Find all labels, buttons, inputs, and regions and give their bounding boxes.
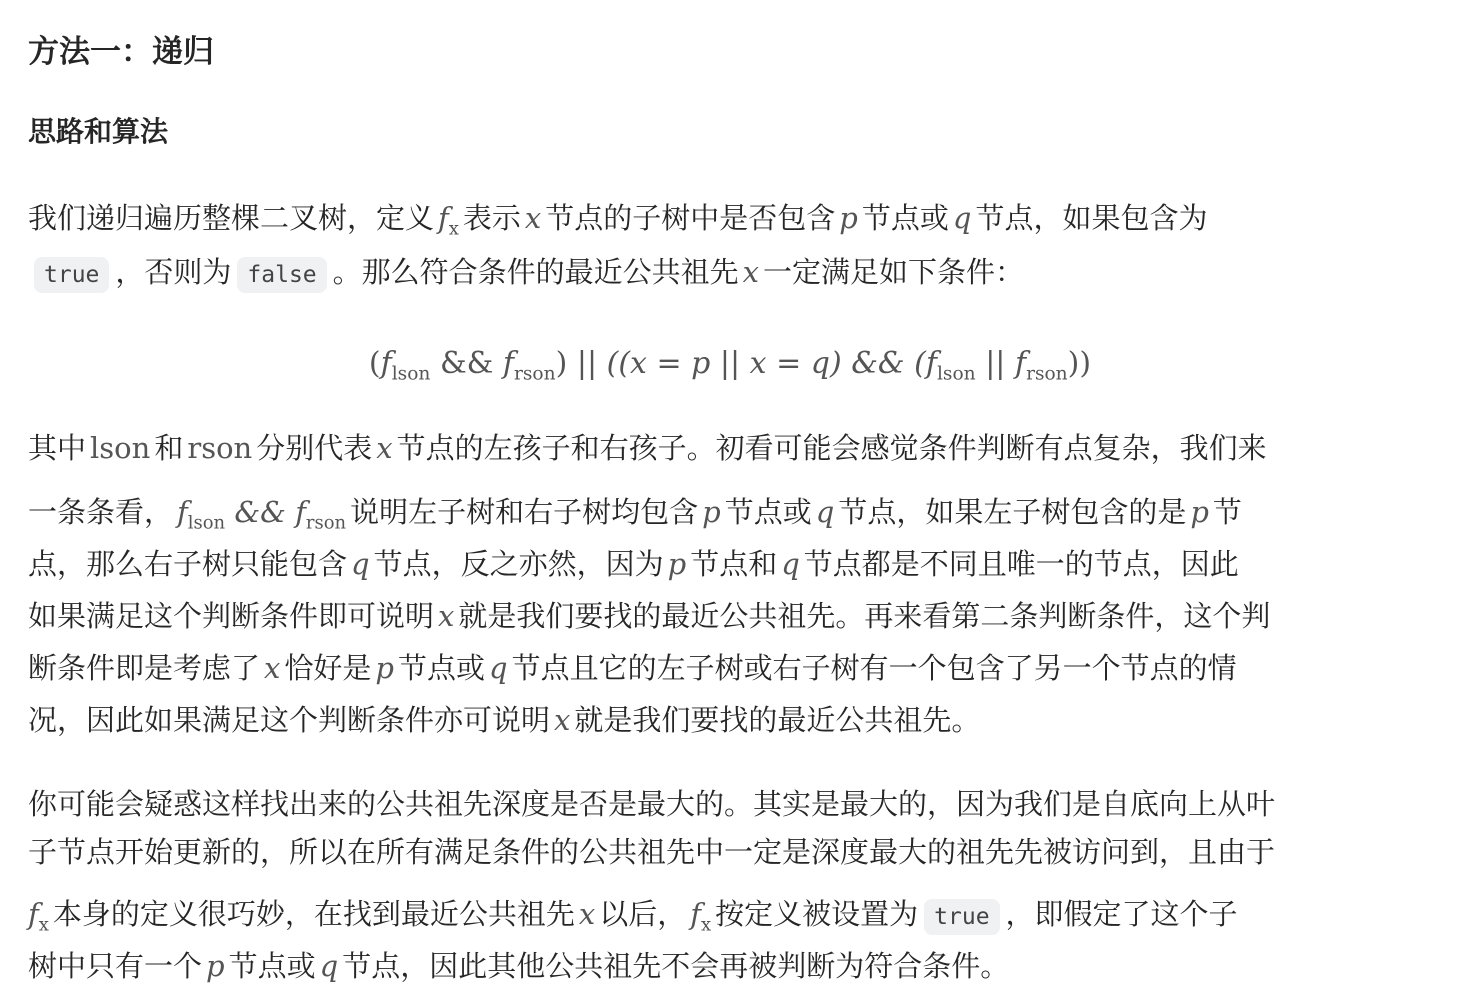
text: 表示	[462, 201, 521, 235]
paragraph-2-line-2: 一条条看， $f_{lson}$ && $f_{rson}$ 说明左子树和右子树均包含 p 节点或 q 节点，如果左子树包含的是 p 节	[28, 495, 1242, 534]
paragraph-2-line-6: 况，因此如果满足这个判断条件亦可说明 x 就是我们要找的最近公共祖先。	[28, 703, 981, 737]
inline-code-true: true	[924, 899, 999, 935]
display-formula: ($f_{lson}$ && $f_{rson}$) || ((x = p || x = q) && ($f_{lson}$ || $f_{rson}$))	[368, 346, 1092, 385]
text: ，否则为	[115, 255, 232, 289]
text: 我们递归遍历整棵二叉树，定义	[28, 201, 435, 235]
subsection-title: 思路和算法	[28, 115, 169, 148]
paragraph-3-line-2: 子节点开始更新的，所以在所有满足条件的公共祖先中一定是深度最大的祖先先被访问到，且由于	[28, 835, 1276, 869]
text: 。那么符合条件的最近公共祖先	[332, 255, 739, 289]
math-x: x	[524, 201, 542, 235]
math-x: x	[742, 255, 760, 289]
math-q: q	[952, 201, 972, 235]
paragraph-2-line-1: 其中 lson 和 rson 分别代表 x 节点的左孩子和右孩子。初看可能会感觉条件判断有点复杂，我们来	[28, 431, 1267, 465]
text: 节点，如果包含为	[975, 201, 1208, 235]
text: 节点的子树中是否包含	[545, 201, 836, 235]
math-lson: lson	[90, 431, 151, 465]
paragraph-2-line-3: 点，那么右子树只能包含 q 节点，反之亦然，因为 p 节点和 q 节点都是不同且唯一的节点，因此	[28, 547, 1239, 581]
math-fx: $f_x$	[438, 201, 459, 240]
paragraph-3-line-3: $f_x$ 本身的定义很巧妙，在找到最近公共祖先 x 以后， $f_x$ 按定义被设置为 true ，即假定了这个子	[28, 897, 1238, 936]
paragraph-1-line-1	[28, 198, 1207, 249]
paragraph-1-line-2	[28, 252, 1024, 295]
text: 节点或	[861, 201, 949, 235]
paragraph-3-line-4: 树中只有一个 p 节点或 q 节点，因此其他公共祖先不会再被判断为符合条件。	[28, 949, 1010, 983]
section-title: 方法一：递归	[28, 34, 214, 70]
paragraph-2-line-5: 断条件即是考虑了 x 恰好是 p 节点或 q 节点且它的左子树或右子树有一个包含了另一个节点的情	[28, 651, 1237, 685]
math-flson-and-frson: $f_{lson}$ && $f_{rson}$	[177, 495, 347, 534]
inline-code-true: true	[34, 257, 109, 293]
math-x: x	[376, 431, 393, 465]
paragraph-2-line-4: 如果满足这个判断条件即可说明 x 就是我们要找的最近公共祖先。再来看第二条判断条件，这个判	[28, 599, 1271, 633]
inline-code-false: false	[237, 257, 326, 293]
math-p: p	[839, 201, 858, 235]
paragraph-3-line-1: 你可能会疑惑这样找出来的公共祖先深度是否是最大的。其实是最大的，因为我们是自底向上从叶	[28, 787, 1276, 821]
text: 一定满足如下条件：	[763, 255, 1025, 289]
math-rson: rson	[187, 431, 253, 465]
